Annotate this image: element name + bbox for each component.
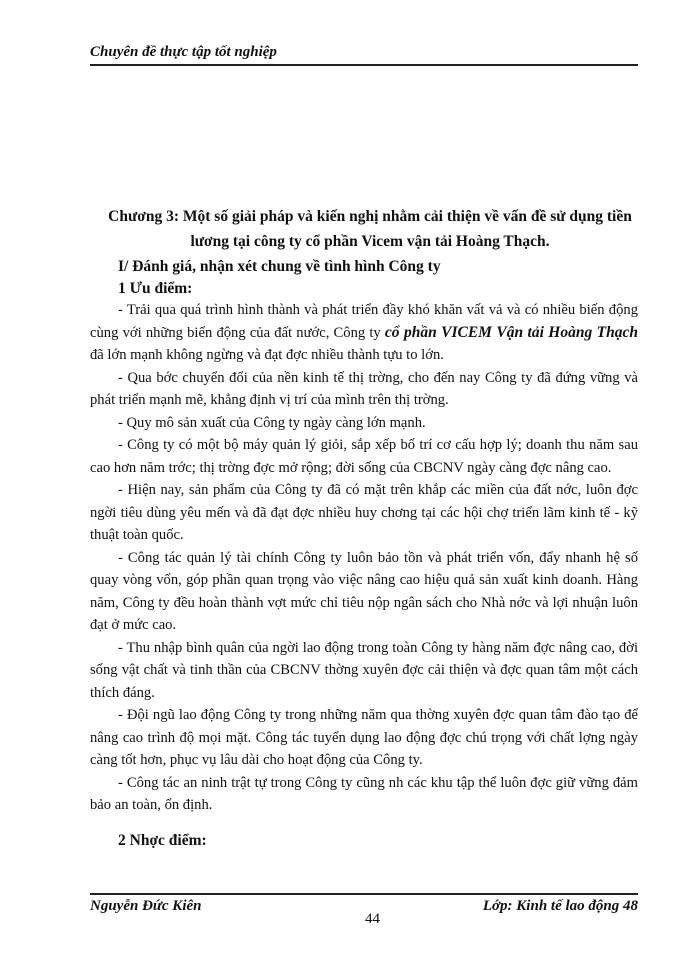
page-number: 44: [365, 911, 380, 927]
chapter-heading-line-2: lương tại công ty cổ phần Vicem vận tải Hoàng Thạch.: [190, 233, 550, 250]
paragraph-1-lead: - Trải qua quá trình hình thành và phát triển đầy khó khăn vất vả và có nhiều biến động cùng với những biến động của đất nước, Công ty: [90, 302, 638, 341]
paragraph-5: - Hiện nay, sản phẩm của Công ty đã có mặt trên khắp các miền của đất nớc, luôn đợc ngời tiêu dùng yêu mến và đã đạt đợc nhiều huy chơng tại các hội chợ triển lãm kinh tế - kỹ thuật toàn quốc.: [90, 482, 638, 543]
paragraph-4: - Công ty có một bộ máy quản lý giỏi, sắp xếp bố trí cơ cấu hợp lý; doanh thu năm sau cao hơn năm trớc; thị trờng đợc mở rộng; đời sống của CBCNV ngày càng đợc nâng cao.: [90, 437, 638, 476]
paragraph-7: - Thu nhập bình quân của ngời lao động trong toàn Công ty hàng năm đợc nâng cao, đời sống vật chất và tinh thần của CBCNV thờng xuyên đợc cải thiện và đợc quan tâm một cách thích đáng.: [90, 639, 638, 701]
paragraph-8: - Đội ngũ lao động Công ty trong những năm qua thờng xuyên đợc quan tâm đào tạo để nâng cao trình độ mọi mặt. Công tác tuyển dụng lao động đợc chú trọng với chất lợng ngày càng tốt hơn, phục vụ lâu dài cho hoạt động của Công ty.: [90, 707, 638, 768]
paragraph-2: - Qua bớc chuyển đổi của nền kinh tế thị trờng, cho đến nay Công ty đã đứng vững và phát triển mạnh mẽ, khẳng định vị trí của mình trên thị trờng.: [90, 369, 638, 408]
footer-author: Nguyễn Đức Kiên: [90, 898, 202, 914]
chapter-heading-line-1: Chương 3: Một số giải pháp và kiến nghị nhằm cải thiện về vấn đề sử dụng tiền: [108, 208, 632, 225]
running-header-title: Chuyên đề thực tập tốt nghiệp: [90, 44, 277, 60]
company-name-highlight: cổ phần VICEM Vận tải Hoàng Thạch: [384, 323, 638, 341]
header-divider: [90, 64, 638, 66]
advantages-body: [90, 299, 638, 817]
paragraph-9: - Công tác an ninh trật tự trong Công ty cũng nh các khu tập thể luôn đợc giữ vững đảm bảo an toàn, ổn định.: [90, 774, 638, 813]
paragraph-1-tail: đã lớn mạnh không ngừng và đạt đợc nhiều thành tựu to lớn.: [90, 347, 444, 363]
chapter-heading: [90, 204, 650, 254]
disadvantages-subheading: 2 Nhợc điểm:: [118, 832, 207, 849]
advantages-subheading: 1 Ưu điểm:: [118, 280, 193, 297]
footer-class: Lớp: Kinh tế lao động 48: [482, 898, 638, 914]
paragraph-1: [90, 299, 638, 367]
section-heading: I/ Đánh giá, nhận xét chung về tình hình Công ty: [118, 258, 441, 275]
paragraph-6: - Công tác quản lý tài chính Công ty luôn bảo tồn và phát triển vốn, đẩy nhanh hệ số quay vòng vốn, góp phần quan trọng vào việc nâng cao hiệu quả sản xuất kinh doanh. Hàng năm, Công ty đều hoàn thành vợt mức chỉ tiêu nộp ngân sách cho Nhà nớc và lợi nhuận luôn đạt ở mức cao.: [90, 549, 638, 633]
footer-divider: [90, 893, 638, 895]
paragraph-3: - Quy mô sản xuất của Công ty ngày càng lớn mạnh.: [118, 414, 426, 431]
